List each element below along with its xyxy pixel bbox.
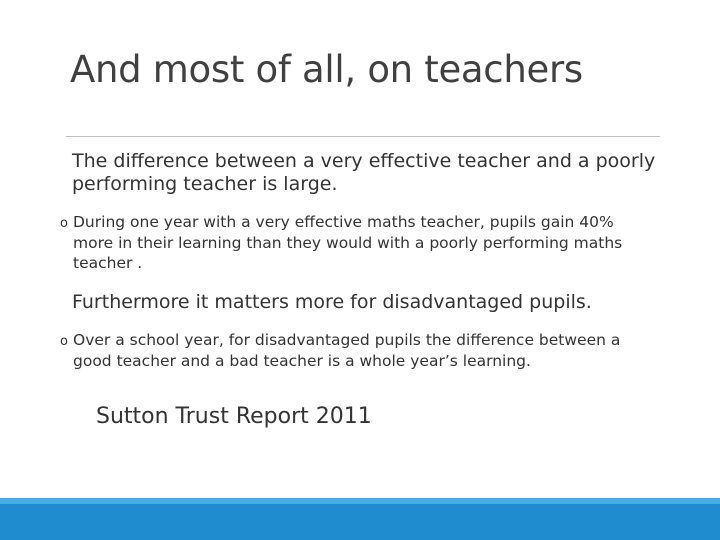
bullet-marker: o [60,216,68,231]
footer-accent-stripe [0,498,720,504]
paragraph-difference: The difference between a very effective teacher and a poorly performing teacher is large. [72,150,656,195]
bullet-text: Over a school year, for disadvantaged pupils the difference between a good teacher and a bad teacher is a whole year’s learning. [73,331,621,370]
title-divider [66,136,660,137]
bullet-marker: o [60,334,68,349]
paragraph-disadvantaged: Furthermore it matters more for disadvantaged pupils. [72,291,592,313]
bullet-item-effective-teacher [60,212,660,272]
footer-bar [0,498,720,540]
bullet-item-school-year [60,330,660,370]
bullet-text: During one year with a very effective maths teacher, pupils gain 40% more in their learning than they would with a poorly performing maths teacher . [73,213,623,272]
citation-source: Sutton Trust Report 2011 [96,404,372,429]
slide-title: And most of all, on teachers [70,48,583,91]
